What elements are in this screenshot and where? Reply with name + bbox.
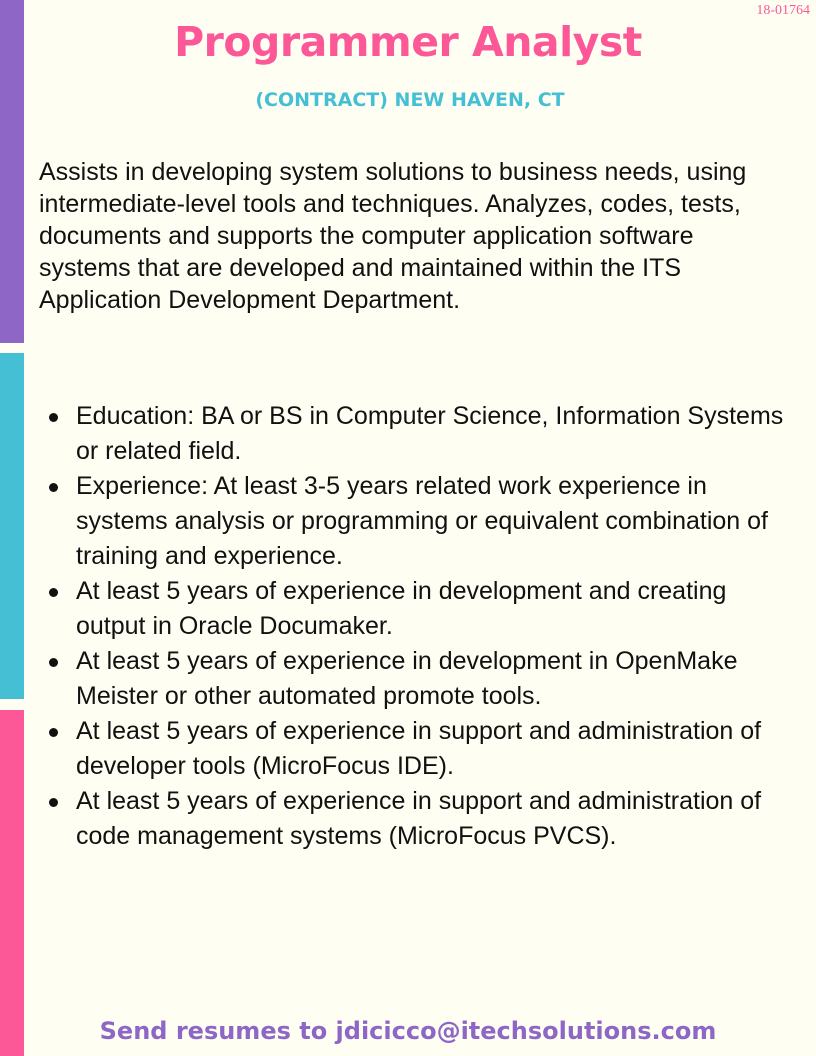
- requirement-item: [76, 714, 796, 784]
- contact-line: Send resumes to jdicicco@itechsolutions.com: [99, 1017, 717, 1045]
- requirement-text: At least 5 years of experience in development in OpenMake Meister or other automated promote tools.: [76, 647, 738, 710]
- bullet-icon: [49, 413, 58, 422]
- accent-bar-pink: [0, 710, 24, 1056]
- requirement-item: [76, 644, 796, 714]
- requirement-item: [76, 469, 796, 574]
- requirement-item: [76, 784, 796, 854]
- requirement-text: Education: BA or BS in Computer Science, Information Systems or related field.: [76, 402, 784, 465]
- requirement-item: [76, 399, 796, 469]
- requirement-item: [76, 574, 796, 644]
- bullet-icon: [49, 728, 58, 737]
- job-title: Programmer Analyst: [174, 18, 642, 66]
- requirement-text: At least 5 years of experience in support and administration of developer tools (MicroFocus IDE).: [76, 717, 762, 780]
- bullet-icon: [49, 483, 58, 492]
- job-location: (CONTRACT) NEW HAVEN, CT: [255, 89, 565, 111]
- reference-code: 18-01764: [756, 3, 810, 18]
- bullet-icon: [49, 588, 58, 597]
- accent-bar-teal: [0, 353, 24, 699]
- requirements-list: [76, 399, 796, 854]
- requirement-text: Experience: At least 3-5 years related work experience in systems analysis or programming or equivalent combination of training and experience.: [76, 472, 768, 570]
- job-description: Assists in developing system solutions to business needs, using intermediate-level tools and techniques. Analyzes, codes, tests, documents and supports the computer application software systems that are developed and maintained within the ITS Application Development Department.: [39, 158, 747, 314]
- requirement-text: At least 5 years of experience in support and administration of code management systems (MicroFocus PVCS).: [76, 787, 762, 850]
- bullet-icon: [49, 798, 58, 807]
- requirement-text: At least 5 years of experience in development and creating output in Oracle Documaker.: [76, 577, 727, 640]
- bullet-icon: [49, 658, 58, 667]
